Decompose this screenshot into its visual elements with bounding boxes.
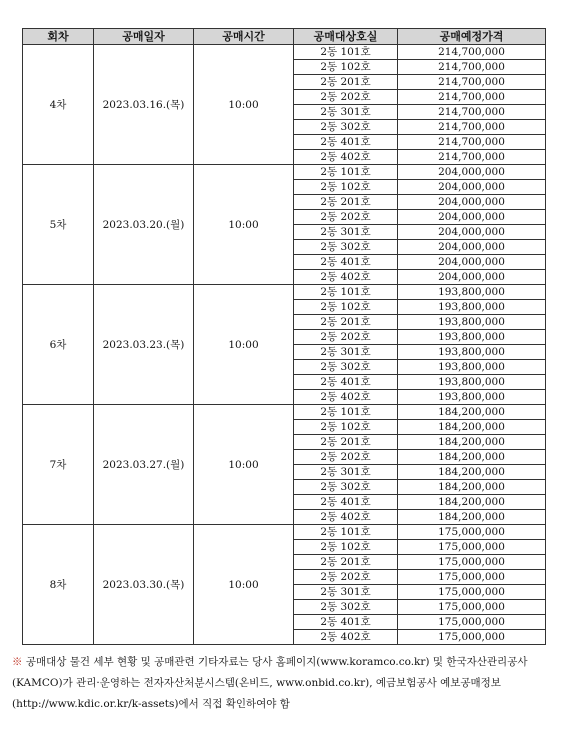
table-header-row	[23, 29, 546, 45]
price-cell: 175,000,000	[398, 570, 546, 585]
price-cell: 193,800,000	[398, 345, 546, 360]
price-cell: 204,000,000	[398, 255, 546, 270]
room-cell: 2동 402호	[294, 630, 398, 645]
room-cell: 2동 401호	[294, 375, 398, 390]
round-time: 10:00	[194, 45, 294, 165]
room-cell: 2동 302호	[294, 600, 398, 615]
room-cell: 2동 302호	[294, 360, 398, 375]
price-cell: 214,700,000	[398, 60, 546, 75]
room-cell: 2동 102호	[294, 540, 398, 555]
room-cell: 2동 302호	[294, 240, 398, 255]
price-cell: 204,000,000	[398, 225, 546, 240]
round-label: 8차	[23, 525, 94, 645]
table-row	[23, 165, 546, 180]
auction-schedule-table	[22, 28, 546, 645]
price-cell: 184,200,000	[398, 435, 546, 450]
header-room: 공매대상호실	[294, 29, 398, 45]
room-cell: 2동 202호	[294, 570, 398, 585]
room-cell: 2동 402호	[294, 510, 398, 525]
room-cell: 2동 101호	[294, 405, 398, 420]
room-cell: 2동 202호	[294, 90, 398, 105]
room-cell: 2동 102호	[294, 300, 398, 315]
room-cell: 2동 102호	[294, 60, 398, 75]
price-cell: 184,200,000	[398, 480, 546, 495]
header-time: 공매시간	[194, 29, 294, 45]
round-label: 7차	[23, 405, 94, 525]
price-cell: 175,000,000	[398, 615, 546, 630]
round-time: 10:00	[194, 285, 294, 405]
room-cell: 2동 101호	[294, 45, 398, 60]
price-cell: 184,200,000	[398, 450, 546, 465]
room-cell: 2동 202호	[294, 210, 398, 225]
price-cell: 214,700,000	[398, 150, 546, 165]
header-round: 회차	[23, 29, 94, 45]
round-date: 2023.03.23.(목)	[94, 285, 194, 405]
room-cell: 2동 301호	[294, 225, 398, 240]
price-cell: 214,700,000	[398, 45, 546, 60]
price-cell: 204,000,000	[398, 270, 546, 285]
price-cell: 214,700,000	[398, 90, 546, 105]
room-cell: 2동 401호	[294, 615, 398, 630]
price-cell: 193,800,000	[398, 390, 546, 405]
price-cell: 175,000,000	[398, 540, 546, 555]
round-time: 10:00	[194, 165, 294, 285]
price-cell: 175,000,000	[398, 585, 546, 600]
note-text: 공매대상 물건 세부 현황 및 공매관련 기타자료는 당사 홈페이지(www.koramco.co.kr) 및 한국자산관리공사(KAMCO)가 관리·운영하는 전자자산처분시스템(온비드, www.onbid.co.kr), 예금보험공사 예보공매정보(http://www.kdic.or.kr/k-assets)에서 직접 확인하여야 함	[12, 656, 528, 710]
price-cell: 175,000,000	[398, 630, 546, 645]
price-cell: 204,000,000	[398, 165, 546, 180]
room-cell: 2동 102호	[294, 180, 398, 195]
room-cell: 2동 201호	[294, 315, 398, 330]
price-cell: 193,800,000	[398, 330, 546, 345]
round-time: 10:00	[194, 525, 294, 645]
room-cell: 2동 301호	[294, 105, 398, 120]
round-date: 2023.03.30.(목)	[94, 525, 194, 645]
price-cell: 204,000,000	[398, 195, 546, 210]
room-cell: 2동 201호	[294, 195, 398, 210]
price-cell: 184,200,000	[398, 510, 546, 525]
price-cell: 175,000,000	[398, 600, 546, 615]
table-row	[23, 45, 546, 60]
price-cell: 184,200,000	[398, 495, 546, 510]
price-cell: 214,700,000	[398, 105, 546, 120]
header-price: 공매예정가격	[398, 29, 546, 45]
room-cell: 2동 402호	[294, 150, 398, 165]
room-cell: 2동 402호	[294, 270, 398, 285]
header-date: 공매일자	[94, 29, 194, 45]
room-cell: 2동 101호	[294, 285, 398, 300]
room-cell: 2동 302호	[294, 120, 398, 135]
round-time: 10:00	[194, 405, 294, 525]
price-cell: 175,000,000	[398, 525, 546, 540]
room-cell: 2동 201호	[294, 75, 398, 90]
table-row	[23, 405, 546, 420]
room-cell: 2동 201호	[294, 555, 398, 570]
price-cell: 193,800,000	[398, 375, 546, 390]
table-body	[23, 45, 546, 645]
price-cell: 204,000,000	[398, 240, 546, 255]
round-date: 2023.03.27.(월)	[94, 405, 194, 525]
price-cell: 214,700,000	[398, 120, 546, 135]
round-label: 4차	[23, 45, 94, 165]
price-cell: 184,200,000	[398, 405, 546, 420]
room-cell: 2동 401호	[294, 495, 398, 510]
room-cell: 2동 301호	[294, 465, 398, 480]
table-row	[23, 285, 546, 300]
price-cell: 184,200,000	[398, 420, 546, 435]
room-cell: 2동 302호	[294, 480, 398, 495]
room-cell: 2동 201호	[294, 435, 398, 450]
price-cell: 193,800,000	[398, 285, 546, 300]
note-mark: ※	[12, 656, 23, 668]
room-cell: 2동 102호	[294, 420, 398, 435]
table-row	[23, 525, 546, 540]
price-cell: 184,200,000	[398, 465, 546, 480]
round-label: 5차	[23, 165, 94, 285]
footnote	[12, 652, 552, 715]
price-cell: 193,800,000	[398, 315, 546, 330]
room-cell: 2동 301호	[294, 585, 398, 600]
room-cell: 2동 301호	[294, 345, 398, 360]
room-cell: 2동 101호	[294, 525, 398, 540]
round-date: 2023.03.20.(월)	[94, 165, 194, 285]
price-cell: 193,800,000	[398, 300, 546, 315]
price-cell: 204,000,000	[398, 210, 546, 225]
price-cell: 175,000,000	[398, 555, 546, 570]
round-label: 6차	[23, 285, 94, 405]
room-cell: 2동 202호	[294, 330, 398, 345]
round-date: 2023.03.16.(목)	[94, 45, 194, 165]
room-cell: 2동 401호	[294, 255, 398, 270]
room-cell: 2동 101호	[294, 165, 398, 180]
price-cell: 193,800,000	[398, 360, 546, 375]
price-cell: 204,000,000	[398, 180, 546, 195]
room-cell: 2동 202호	[294, 450, 398, 465]
room-cell: 2동 402호	[294, 390, 398, 405]
price-cell: 214,700,000	[398, 75, 546, 90]
room-cell: 2동 401호	[294, 135, 398, 150]
price-cell: 214,700,000	[398, 135, 546, 150]
